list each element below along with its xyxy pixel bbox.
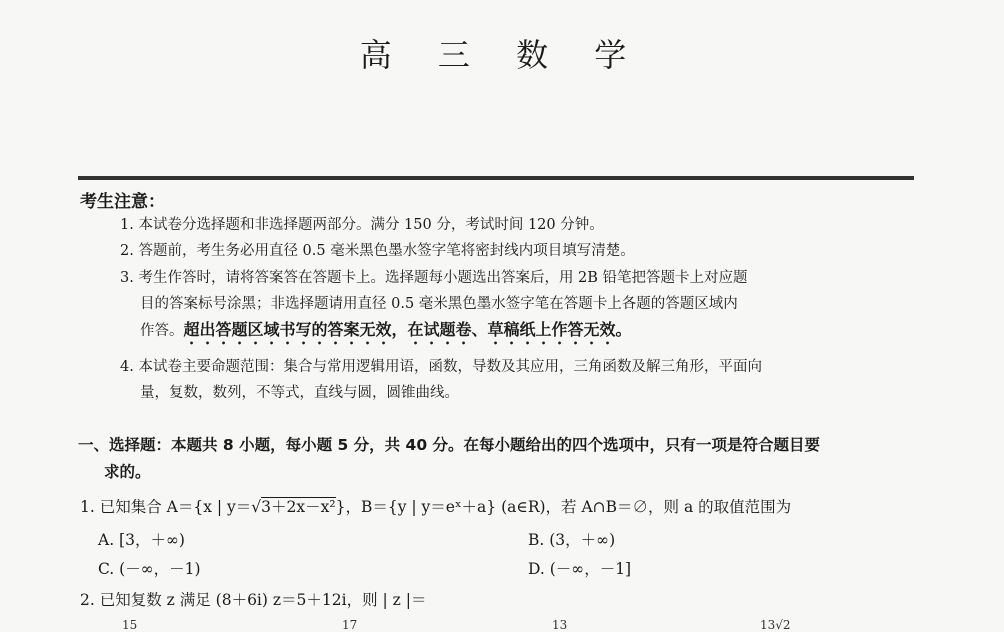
question-1-radicand: 3＋2x－x² bbox=[261, 498, 336, 516]
notice-heading: 考生注意： bbox=[80, 192, 165, 212]
question-1-text-a: 1. 已知集合 A＝{x | y＝ bbox=[80, 498, 252, 516]
q1-option-c: C. (－∞，－1) bbox=[98, 560, 201, 578]
q1-option-b: B. (3，＋∞) bbox=[528, 531, 616, 549]
notice-item-3-prefix: 作答。 bbox=[140, 323, 184, 339]
q2-option-a-fragment: 15 bbox=[122, 618, 138, 632]
notice-item-3-line3 bbox=[140, 320, 632, 348]
page-title: 高 三 数 学 bbox=[359, 36, 645, 74]
notice-item-3-line2: 目的答案标号涂黑；非选择题请用直径 0.5 毫米黑色墨水签字笔在答题卡上各题的答题区域内 bbox=[140, 296, 738, 312]
notice-item-3-warning: 超出答题区域书写的答案无效，在试题卷、草稿纸上作答无效。 bbox=[183, 320, 632, 339]
divider-rule bbox=[78, 176, 914, 180]
notice-item-4-line1: 4. 本试卷主要命题范围：集合与常用逻辑用语，函数，导数及其应用，三角函数及解三角形，平面向 bbox=[120, 359, 762, 375]
question-1-text-b: }，B＝{y | y＝eˣ＋a} (a∈R)，若 A∩B＝∅，则 a 的取值范围为 bbox=[335, 498, 792, 516]
notice-item-1: 1. 本试卷分选择题和非选择题两部分。满分 150 分，考试时间 120 分钟。 bbox=[120, 217, 604, 233]
q2-option-b-fragment: 17 bbox=[342, 618, 358, 632]
q2-option-d-fragment: 13√2 bbox=[760, 618, 791, 632]
sqrt-icon: √ bbox=[251, 498, 262, 516]
q1-option-d: D. (－∞，－1] bbox=[528, 560, 632, 578]
q2-option-c-fragment: 13 bbox=[552, 618, 568, 632]
section-heading-line2: 求的。 bbox=[104, 463, 151, 481]
question-2: 2. 已知复数 z 满足 (8＋6i) z＝5＋12i，则 | z |＝ bbox=[80, 591, 427, 609]
notice-item-2: 2. 答题前，考生务必用直径 0.5 毫米黑色墨水签字笔将密封线内项目填写清楚。 bbox=[120, 243, 635, 259]
notice-item-3-line1: 3. 考生作答时，请将答案答在答题卡上。选择题每小题选出答案后，用 2B 铅笔把答题卡上对应题 bbox=[120, 270, 748, 286]
question-1 bbox=[80, 495, 791, 517]
section-heading-line1: 一、选择题：本题共 8 小题，每小题 5 分，共 40 分。在每小题给出的四个选项中，只有一项是符合题目要 bbox=[78, 436, 821, 454]
q1-option-a: A. [3，＋∞) bbox=[98, 531, 185, 549]
notice-item-4-line2: 量，复数，数列，不等式，直线与圆，圆锥曲线。 bbox=[140, 385, 459, 401]
